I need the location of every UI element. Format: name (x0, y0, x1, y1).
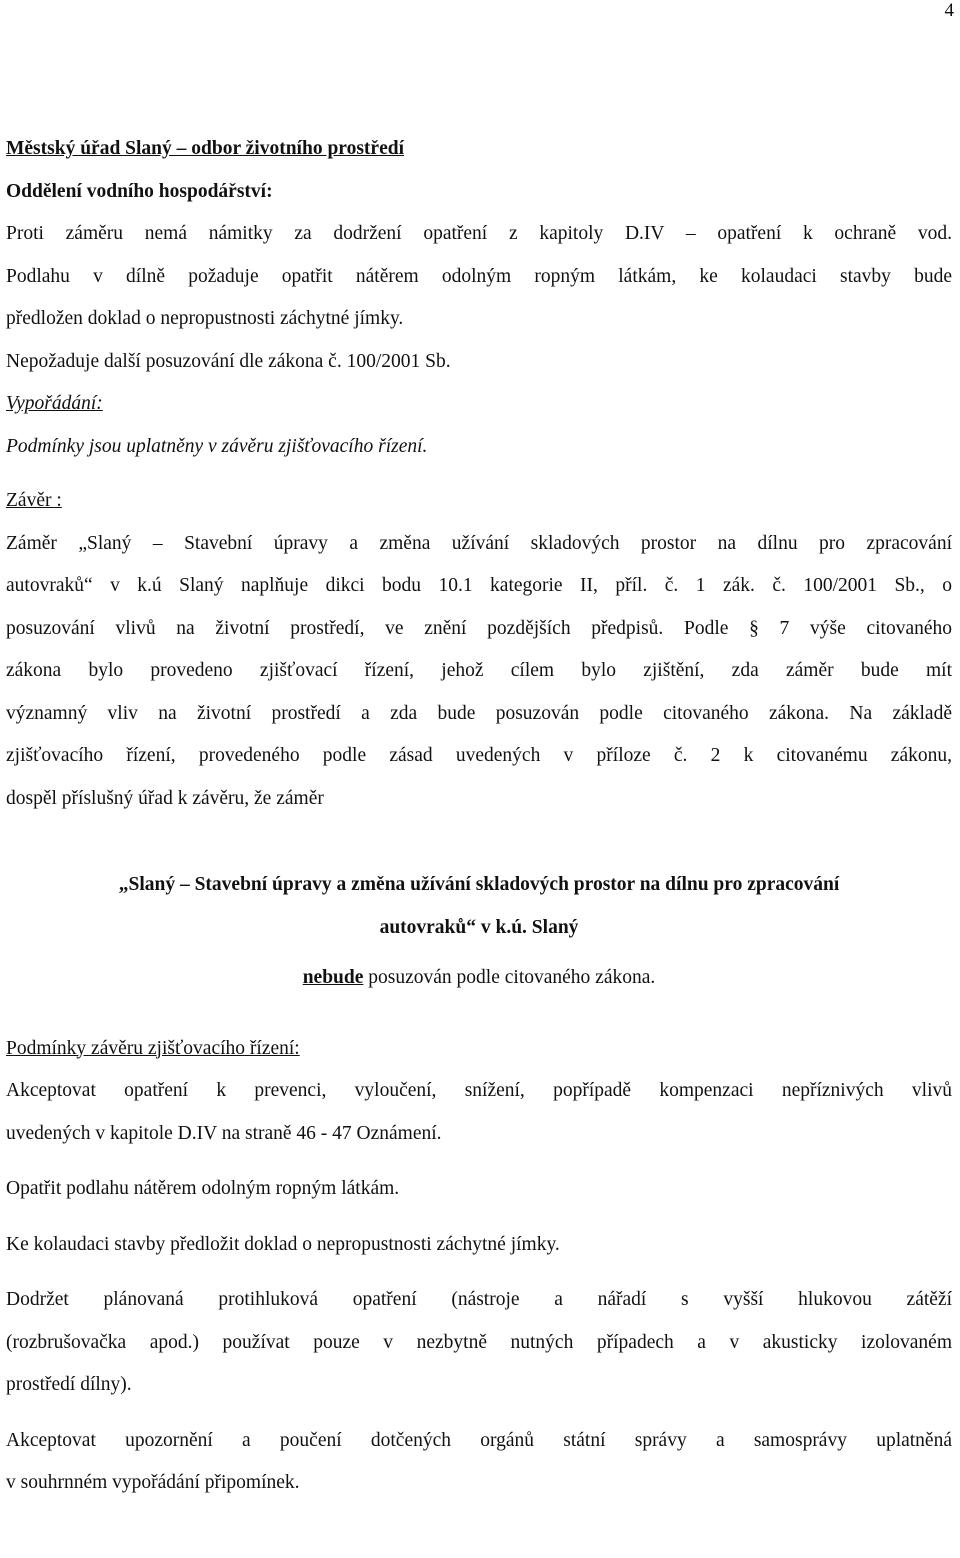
water-line-4: Nepožaduje další posuzování dle zákona č. 100/2001 Sb. (6, 350, 451, 372)
project-title-line-1: „Slaný – Stavební úpravy a změna užívání skladových prostor na dílnu pro zpracování (118, 874, 840, 895)
condition-4-line-2: (rozbrušovačka apod.) používat pouze v nezbytně nutných případech a v akusticky izolovaném (6, 1331, 952, 1353)
condition-1-line-1: Akceptovat opatření k prevenci, vyloučení, snížení, popřípadě kompenzaci nepříznivých vlivů (6, 1080, 952, 1101)
water-line-1: Proti záměru nemá námitky za dodržení opatření z kapitoly D.IV – opatření k ochraně vod. (6, 223, 952, 244)
department-heading: Oddělení vodního hospodářství: (6, 180, 273, 202)
verdict-rest: posuzován podle citovaného zákona. (363, 967, 656, 988)
page-number: 4 (944, 0, 954, 21)
water-line-2: Podlahu v dílně požaduje opatřit nátěrem odolným ropným látkám, ke kolaudaci stavby bude (6, 265, 952, 287)
settlement-label: Vypořádání: (6, 393, 103, 414)
condition-1-line-2: uvedených v kapitole D.IV na straně 46 - 47 Oznámení. (6, 1122, 442, 1144)
conclusion-line-6: zjišťovacího řízení, provedeného podle zásad uvedených v příloze č. 2 k citovanému zákonu, (6, 745, 952, 766)
settlement-text: Podmínky jsou uplatněny v závěru zjišťovacího řízení. (6, 435, 428, 457)
conclusion-line-3: posuzování vlivů na životní prostředí, ve znění pozdějších předpisů. Podle § 7 výše citovaného (6, 617, 952, 639)
conclusion-line-7: dospěl příslušný úřad k závěru, že záměr (6, 787, 324, 809)
document-body (6, 128, 952, 1505)
condition-4-line-3: prostředí dílny). (6, 1374, 132, 1395)
conclusion-line-4: zákona bylo provedeno zjišťovací řízení, jehož cílem bylo zjištění, zda záměr bude mít (6, 660, 952, 681)
conclusion-line-2: autovraků“ v k.ú Slaný naplňuje dikci bodu 10.1 kategorie II, příl. č. 1 zák. č. 100/2001 Sb., o (6, 575, 952, 596)
verdict-line (6, 957, 952, 1000)
verdict-emphasis: nebude (302, 967, 364, 988)
condition-2: Opatřit podlahu nátěrem odolným ropným látkám. (6, 1178, 400, 1199)
conclusion-line-1: Záměr „Slaný – Stavební úpravy a změna užívání skladových prostor na dílnu pro zpracování (6, 532, 952, 554)
water-line-3: předložen doklad o nepropustnosti záchytné jímky. (6, 308, 404, 329)
project-title-line-2: autovraků“ v k.ú. Slaný (379, 916, 579, 938)
conclusion-heading: Závěr : (6, 490, 62, 511)
conclusion-line-5: významný vliv na životní prostředí a zda bude posuzován podle citovaného zákona. Na základě (6, 702, 952, 724)
conditions-heading: Podmínky závěru zjišťovacího řízení: (6, 1037, 300, 1059)
condition-4-line-1: Dodržet plánovaná protihluková opatření (nástroje a nářadí s vyšší hlukovou zátěží (6, 1289, 952, 1310)
condition-3: Ke kolaudaci stavby předložit doklad o nepropustnosti záchytné jímky. (6, 1233, 560, 1255)
condition-5-line-2: v souhrnném vypořádání připomínek. (6, 1472, 300, 1493)
authority-heading: Městský úřad Slaný – odbor životního prostředí (6, 138, 404, 159)
condition-5-line-1: Akceptovat upozornění a poučení dotčených orgánů státní správy a samosprávy uplatněná (6, 1429, 952, 1451)
